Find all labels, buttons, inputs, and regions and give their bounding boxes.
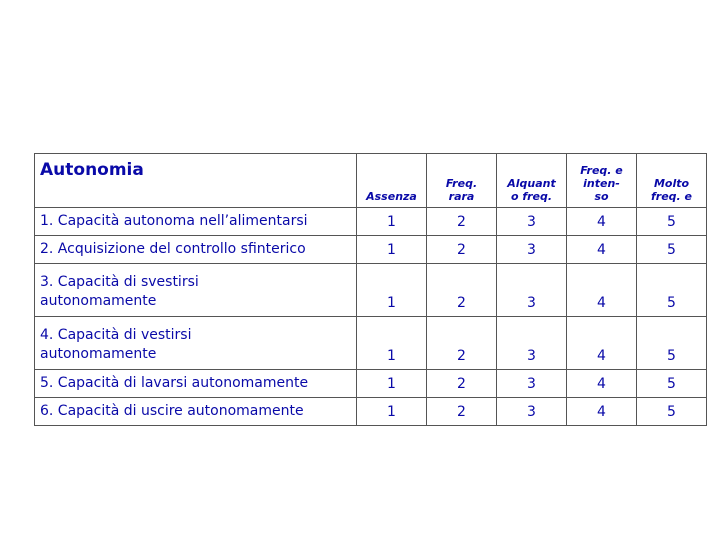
rating-cell: 3 — [497, 236, 567, 264]
rating-cell: 5 — [637, 208, 707, 236]
rating-cell: 4 — [567, 208, 637, 236]
rating-cell: 3 — [497, 208, 567, 236]
rating-cell: 2 — [427, 264, 497, 317]
rating-cell: 1 — [357, 370, 427, 398]
rating-cell: 1 — [357, 317, 427, 370]
rating-cell: 5 — [637, 398, 707, 426]
rating-cell: 5 — [637, 264, 707, 317]
table-row — [35, 398, 707, 426]
table-row — [35, 264, 707, 317]
column-header-alquanto-freq: Alquant o freq. — [497, 154, 567, 208]
row-label: 6. Capacità di uscire autonomamente — [35, 398, 357, 426]
row-label: 2. Acquisizione del controllo sfinterico — [35, 236, 357, 264]
rating-cell: 1 — [357, 398, 427, 426]
rating-cell: 5 — [637, 236, 707, 264]
table-title: Autonomia — [35, 154, 357, 208]
column-header-assenza: Assenza — [357, 154, 427, 208]
rating-cell: 2 — [427, 398, 497, 426]
rating-cell: 2 — [427, 370, 497, 398]
rating-cell: 4 — [567, 370, 637, 398]
rating-cell: 4 — [567, 264, 637, 317]
rating-cell: 3 — [497, 370, 567, 398]
row-label: 5. Capacità di lavarsi autonomamente — [35, 370, 357, 398]
table-row — [35, 370, 707, 398]
table-row — [35, 317, 707, 370]
autonomy-rating-table — [34, 153, 707, 426]
rating-cell: 3 — [497, 398, 567, 426]
rating-cell: 5 — [637, 370, 707, 398]
rating-cell: 1 — [357, 264, 427, 317]
rating-cell: 2 — [427, 317, 497, 370]
rating-cell: 4 — [567, 398, 637, 426]
table-row — [35, 208, 707, 236]
rating-cell: 3 — [497, 317, 567, 370]
rating-cell: 4 — [567, 236, 637, 264]
row-label: 3. Capacità di svestirsi autonomamente — [35, 264, 357, 317]
column-header-molto-freq: Molto freq. e — [637, 154, 707, 208]
column-header-freq-rara: Freq. rara — [427, 154, 497, 208]
row-label: 4. Capacità di vestirsi autonomamente — [35, 317, 357, 370]
rating-cell: 2 — [427, 236, 497, 264]
rating-cell: 1 — [357, 208, 427, 236]
header-row — [35, 154, 707, 208]
rating-cell: 4 — [567, 317, 637, 370]
table-row — [35, 236, 707, 264]
rating-cell: 3 — [497, 264, 567, 317]
rating-cell: 2 — [427, 208, 497, 236]
row-label: 1. Capacità autonoma nell’alimentarsi — [35, 208, 357, 236]
rating-cell: 5 — [637, 317, 707, 370]
rating-cell: 1 — [357, 236, 427, 264]
column-header-freq-intenso: Freq. e inten- so — [567, 154, 637, 208]
